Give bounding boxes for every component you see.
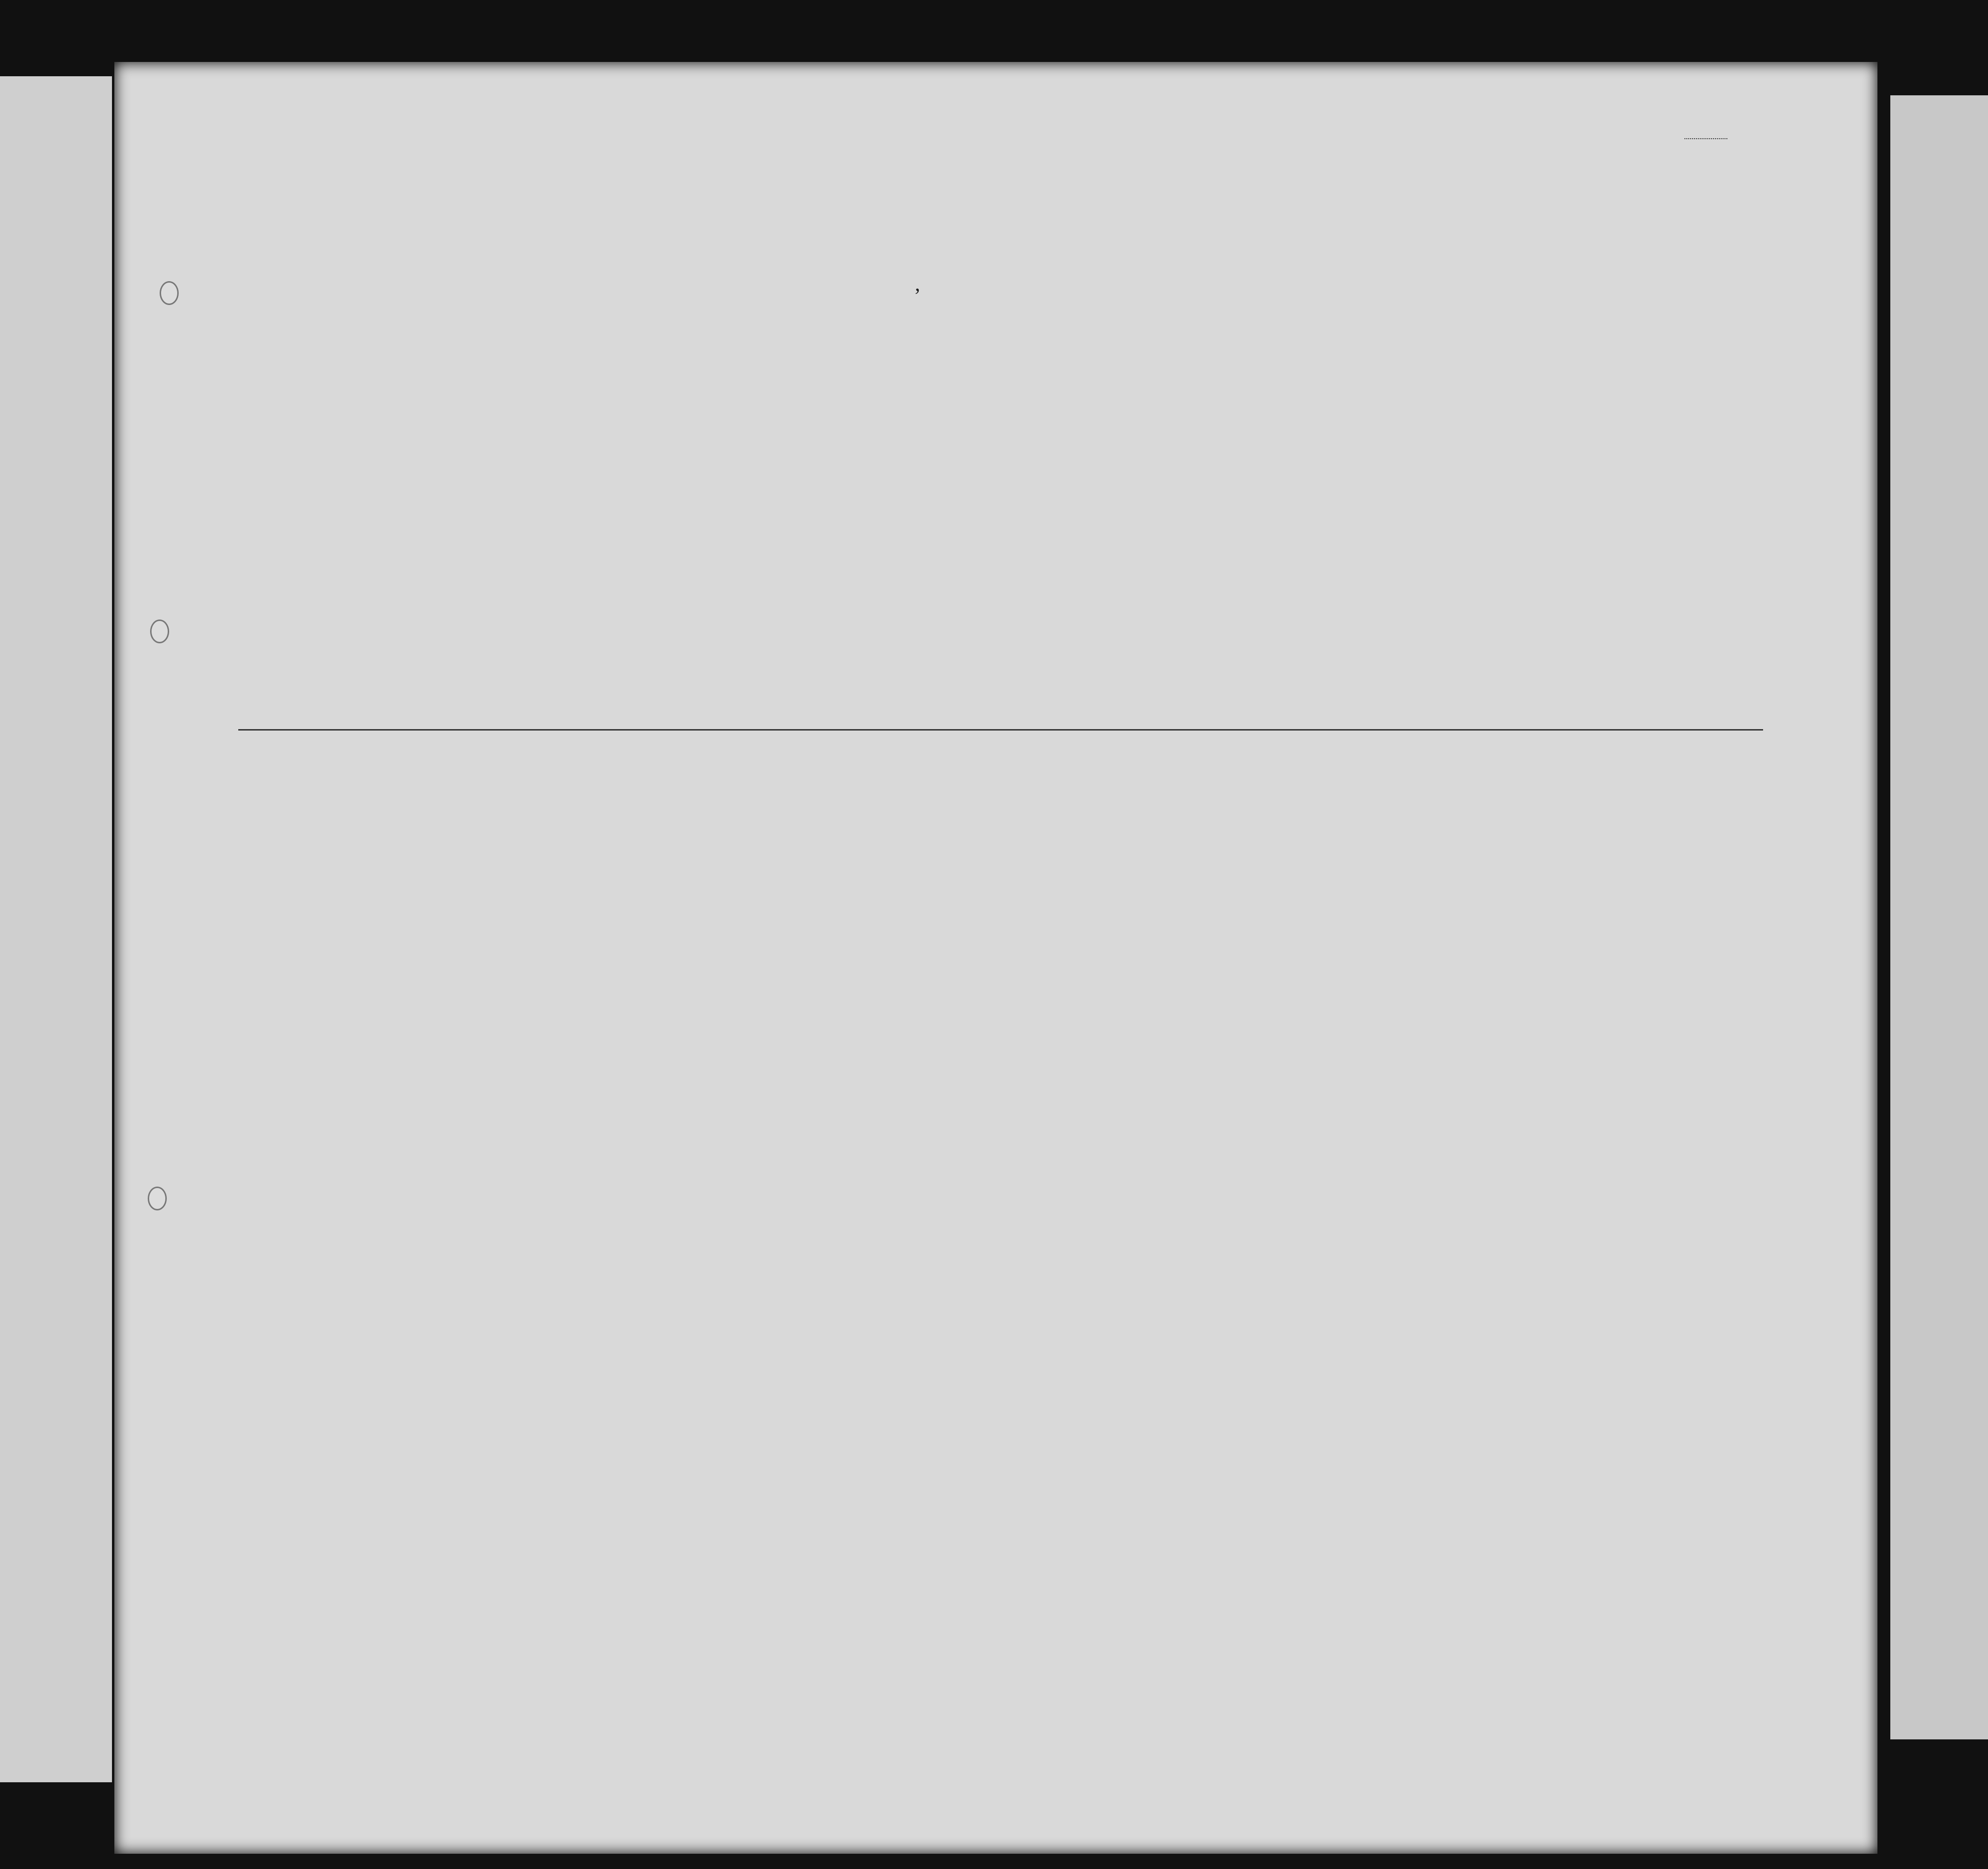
comma-sep: , bbox=[915, 272, 920, 295]
sheet-no-line bbox=[1684, 138, 1727, 139]
adjacent-page-left bbox=[0, 76, 112, 1782]
strike-line bbox=[238, 729, 1763, 731]
punch-hole bbox=[150, 620, 169, 643]
manifest-sheet bbox=[114, 62, 1877, 1854]
punch-hole bbox=[148, 1187, 167, 1210]
adjacent-page-right bbox=[1890, 95, 1988, 1739]
punch-hole bbox=[160, 281, 179, 305]
